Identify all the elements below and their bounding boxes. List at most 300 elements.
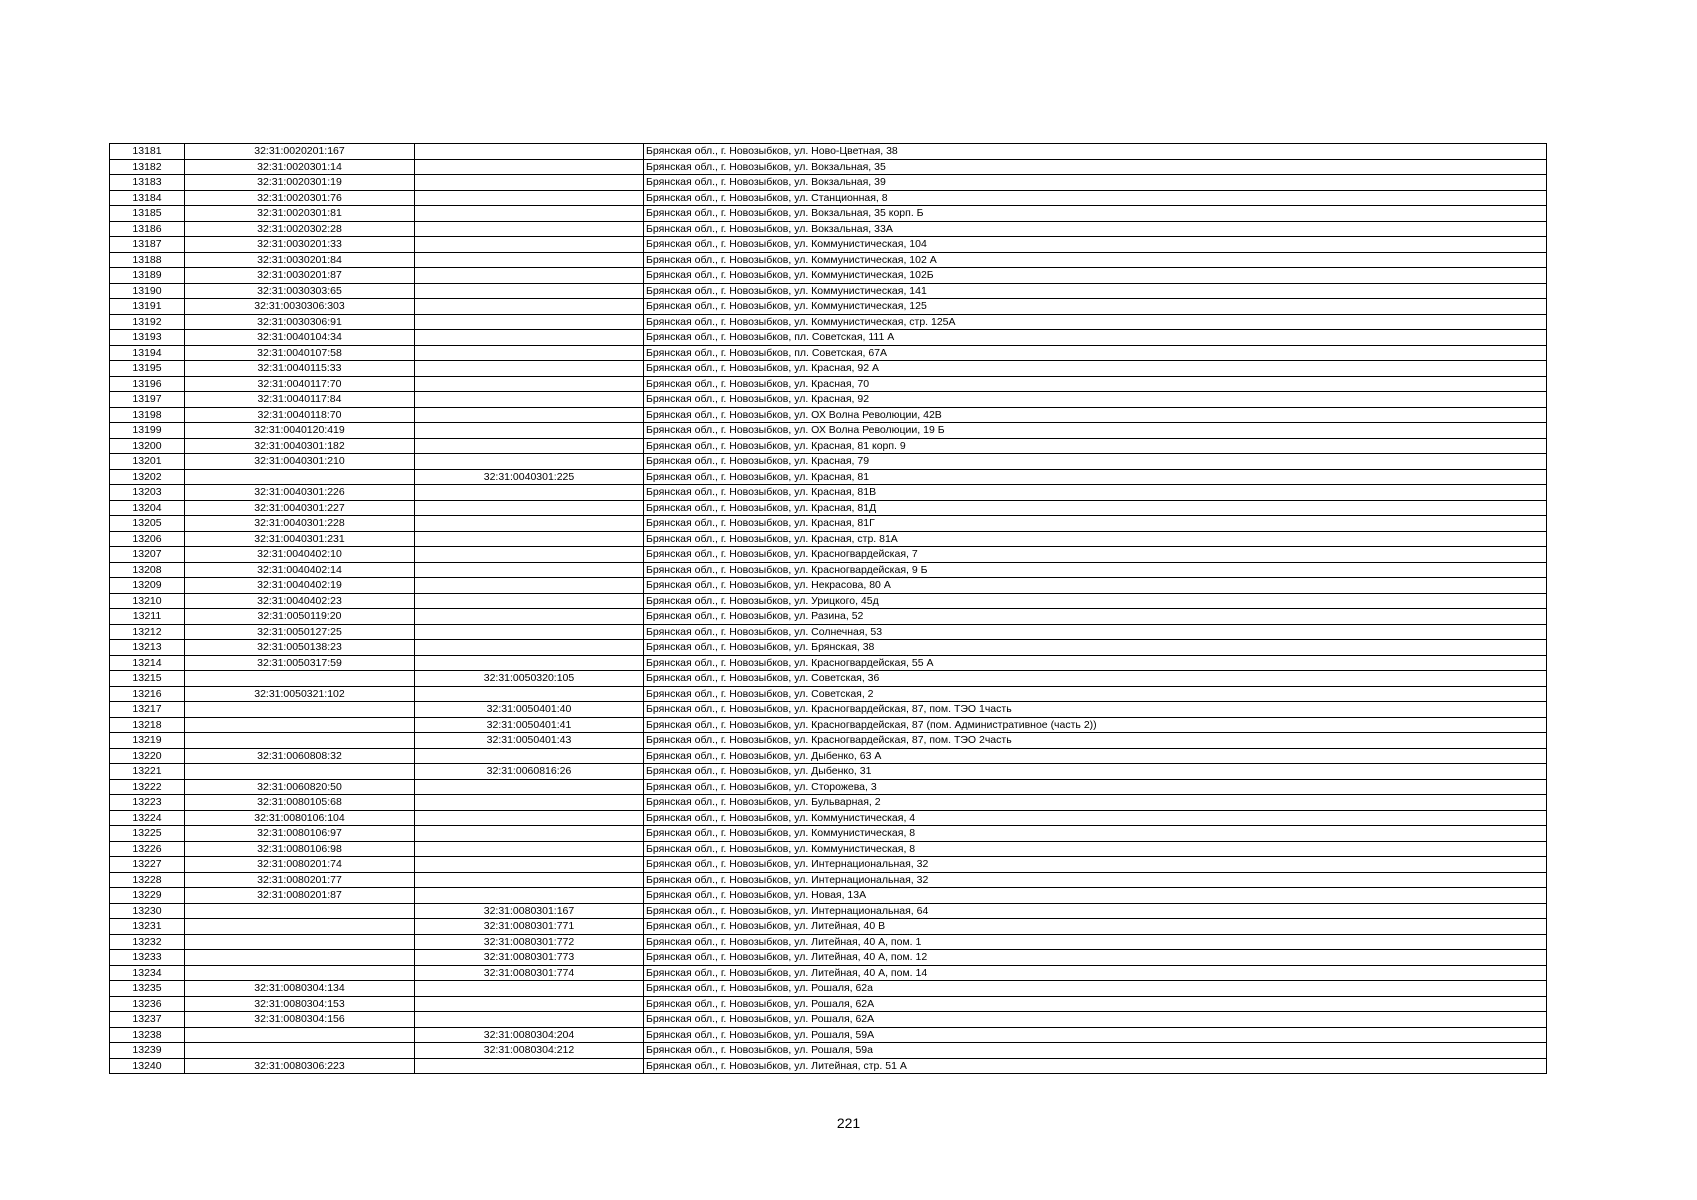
table-row [110,624,1547,640]
cadastral-number-alt-cell: 32:31:0080301:167 [415,903,644,919]
table-row [110,996,1547,1012]
address-cell: Брянская обл., г. Новозыбков, ул. Советская, 2 [644,686,1547,702]
address-cell: Брянская обл., г. Новозыбков, ул. Солнечная, 53 [644,624,1547,640]
row-number-cell: 13234 [110,965,185,981]
table-row [110,516,1547,532]
address-cell: Брянская обл., г. Новозыбков, ул. Станционная, 8 [644,190,1547,206]
cadastral-number-alt-cell: 32:31:0080301:772 [415,934,644,950]
cadastral-number-cell: 32:31:0080106:104 [185,810,415,826]
table-row [110,1012,1547,1028]
address-cell: Брянская обл., г. Новозыбков, ул. Рошаля, 62А [644,1012,1547,1028]
row-number-cell: 13183 [110,175,185,191]
row-number-cell: 13191 [110,299,185,315]
table-row [110,779,1547,795]
table-row [110,810,1547,826]
row-number-cell: 13236 [110,996,185,1012]
cadastral-number-cell: 32:31:0050317:59 [185,655,415,671]
cadastral-number-alt-cell [415,826,644,842]
cadastral-number-cell: 32:31:0040402:10 [185,547,415,563]
cadastral-number-cell: 32:31:0080304:134 [185,981,415,997]
cadastral-number-cell [185,965,415,981]
cadastral-number-alt-cell [415,361,644,377]
row-number-cell: 13204 [110,500,185,516]
address-cell: Брянская обл., г. Новозыбков, ул. Бульварная, 2 [644,795,1547,811]
cadastral-number-alt-cell [415,423,644,439]
table-row [110,640,1547,656]
table-row [110,965,1547,981]
row-number-cell: 13235 [110,981,185,997]
registry-table [109,143,1547,1074]
cadastral-number-alt-cell [415,407,644,423]
page-number: 221 [836,1115,861,1131]
table-row [110,454,1547,470]
address-cell: Брянская обл., г. Новозыбков, ул. Красногвардейская, 9 Б [644,562,1547,578]
cadastral-number-alt-cell [415,392,644,408]
address-cell: Брянская обл., г. Новозыбков, ул. Красногвардейская, 87, пом. ТЭО 1часть [644,702,1547,718]
table-row [110,392,1547,408]
address-cell: Брянская обл., г. Новозыбков, ул. Красная, 79 [644,454,1547,470]
cadastral-number-cell: 32:31:0030306:303 [185,299,415,315]
cadastral-number-cell: 32:31:0080304:156 [185,1012,415,1028]
address-cell: Брянская обл., г. Новозыбков, ул. Коммунистическая, 141 [644,283,1547,299]
cadastral-number-alt-cell [415,841,644,857]
address-cell: Брянская обл., г. Новозыбков, ул. Коммунистическая, 104 [644,237,1547,253]
cadastral-number-cell: 32:31:0020301:19 [185,175,415,191]
address-cell: Брянская обл., г. Новозыбков, ул. Красная, 81 [644,469,1547,485]
table-row [110,423,1547,439]
row-number-cell: 13188 [110,252,185,268]
row-number-cell: 13238 [110,1027,185,1043]
table-row [110,361,1547,377]
row-number-cell: 13220 [110,748,185,764]
row-number-cell: 13232 [110,934,185,950]
table-row [110,1058,1547,1074]
cadastral-number-cell: 32:31:0040104:34 [185,330,415,346]
row-number-cell: 13186 [110,221,185,237]
cadastral-number-cell: 32:31:0020302:28 [185,221,415,237]
cadastral-number-cell: 32:31:0030201:87 [185,268,415,284]
row-number-cell: 13195 [110,361,185,377]
table-row [110,531,1547,547]
cadastral-number-alt-cell [415,283,644,299]
cadastral-number-alt-cell [415,159,644,175]
address-cell: Брянская обл., г. Новозыбков, ул. Красная, 81Г [644,516,1547,532]
cadastral-number-alt-cell [415,872,644,888]
table-row [110,609,1547,625]
cadastral-number-cell: 32:31:0040118:70 [185,407,415,423]
cadastral-number-alt-cell [415,609,644,625]
address-cell: Брянская обл., г. Новозыбков, ул. Вокзальная, 39 [644,175,1547,191]
cadastral-number-alt-cell [415,748,644,764]
row-number-cell: 13190 [110,283,185,299]
cadastral-number-alt-cell [415,485,644,501]
table-row [110,888,1547,904]
cadastral-number-alt-cell [415,686,644,702]
address-cell: Брянская обл., г. Новозыбков, ул. Рошаля, 62а [644,981,1547,997]
table-row [110,438,1547,454]
cadastral-number-alt-cell: 32:31:0080301:774 [415,965,644,981]
row-number-cell: 13203 [110,485,185,501]
address-cell: Брянская обл., г. Новозыбков, ул. Коммунистическая, стр. 125А [644,314,1547,330]
table-row [110,144,1547,160]
cadastral-number-alt-cell [415,655,644,671]
table-row [110,903,1547,919]
row-number-cell: 13189 [110,268,185,284]
row-number-cell: 13228 [110,872,185,888]
cadastral-number-alt-cell [415,857,644,873]
cadastral-number-cell: 32:31:0060808:32 [185,748,415,764]
cadastral-number-alt-cell [415,237,644,253]
cadastral-number-alt-cell: 32:31:0040301:225 [415,469,644,485]
cadastral-number-cell: 32:31:0060820:50 [185,779,415,795]
cadastral-number-cell: 32:31:0040402:14 [185,562,415,578]
cadastral-number-alt-cell [415,206,644,222]
cadastral-number-cell: 32:31:0050119:20 [185,609,415,625]
cadastral-number-alt-cell [415,376,644,392]
address-cell: Брянская обл., г. Новозыбков, ул. Дыбенко, 63 А [644,748,1547,764]
row-number-cell: 13208 [110,562,185,578]
row-number-cell: 13222 [110,779,185,795]
address-cell: Брянская обл., г. Новозыбков, ул. Советская, 36 [644,671,1547,687]
address-cell: Брянская обл., г. Новозыбков, ул. Литейная, 40 А, пом. 14 [644,965,1547,981]
row-number-cell: 13192 [110,314,185,330]
row-number-cell: 13196 [110,376,185,392]
row-number-cell: 13216 [110,686,185,702]
table-row [110,283,1547,299]
address-cell: Брянская обл., г. Новозыбков, ул. Вокзальная, 35 корп. Б [644,206,1547,222]
cadastral-number-cell [185,903,415,919]
table-row [110,593,1547,609]
cadastral-number-cell: 32:31:0040117:70 [185,376,415,392]
cadastral-number-cell: 32:31:0040301:210 [185,454,415,470]
row-number-cell: 13237 [110,1012,185,1028]
cadastral-number-alt-cell [415,190,644,206]
cadastral-number-alt-cell [415,624,644,640]
address-cell: Брянская обл., г. Новозыбков, ул. Новая, 13А [644,888,1547,904]
row-number-cell: 13200 [110,438,185,454]
table-row [110,795,1547,811]
cadastral-number-cell: 32:31:0050321:102 [185,686,415,702]
address-cell: Брянская обл., г. Новозыбков, ул. Красная, 81В [644,485,1547,501]
cadastral-number-cell: 32:31:0040120:419 [185,423,415,439]
row-number-cell: 13221 [110,764,185,780]
row-number-cell: 13184 [110,190,185,206]
table-row [110,655,1547,671]
address-cell: Брянская обл., г. Новозыбков, ул. Коммунистическая, 102 А [644,252,1547,268]
table-row [110,857,1547,873]
address-cell: Брянская обл., г. Новозыбков, ул. Урицкого, 45д [644,593,1547,609]
cadastral-number-alt-cell [415,330,644,346]
cadastral-number-alt-cell: 32:31:0080301:771 [415,919,644,935]
cadastral-number-cell [185,733,415,749]
address-cell: Брянская обл., г. Новозыбков, ул. Красногвардейская, 87 (пом. Административное (часть 2)) [644,717,1547,733]
cadastral-number-cell: 32:31:0020301:14 [185,159,415,175]
cadastral-number-cell: 32:31:0040301:226 [185,485,415,501]
table-row [110,221,1547,237]
address-cell: Брянская обл., г. Новозыбков, ул. Красная, 81Д [644,500,1547,516]
row-number-cell: 13230 [110,903,185,919]
table-row [110,175,1547,191]
cadastral-number-cell [185,1043,415,1059]
address-cell: Брянская обл., г. Новозыбков, ул. Ново-Цветная, 38 [644,144,1547,160]
row-number-cell: 13199 [110,423,185,439]
address-cell: Брянская обл., г. Новозыбков, ул. Литейная, стр. 51 А [644,1058,1547,1074]
cadastral-number-cell [185,702,415,718]
row-number-cell: 13226 [110,841,185,857]
cadastral-number-alt-cell [415,221,644,237]
address-cell: Брянская обл., г. Новозыбков, ул. Красногвардейская, 87, пом. ТЭО 2часть [644,733,1547,749]
address-cell: Брянская обл., г. Новозыбков, ул. Литейная, 40 А, пом. 1 [644,934,1547,950]
cadastral-number-alt-cell [415,314,644,330]
address-cell: Брянская обл., г. Новозыбков, ул. Интернациональная, 64 [644,903,1547,919]
row-number-cell: 13229 [110,888,185,904]
table-row [110,764,1547,780]
cadastral-number-alt-cell [415,438,644,454]
row-number-cell: 13212 [110,624,185,640]
row-number-cell: 13213 [110,640,185,656]
cadastral-number-cell: 32:31:0080201:77 [185,872,415,888]
table-row [110,562,1547,578]
row-number-cell: 13206 [110,531,185,547]
cadastral-number-alt-cell: 32:31:0080301:773 [415,950,644,966]
cadastral-number-cell: 32:31:0080201:74 [185,857,415,873]
row-number-cell: 13193 [110,330,185,346]
row-number-cell: 13187 [110,237,185,253]
cadastral-number-alt-cell [415,779,644,795]
cadastral-number-cell: 32:31:0030306:91 [185,314,415,330]
table-row [110,826,1547,842]
cadastral-number-cell [185,671,415,687]
cadastral-number-cell [185,919,415,935]
cadastral-number-alt-cell: 32:31:0050401:41 [415,717,644,733]
address-cell: Брянская обл., г. Новозыбков, ул. Вокзальная, 35 [644,159,1547,175]
row-number-cell: 13197 [110,392,185,408]
cadastral-number-cell: 32:31:0080304:153 [185,996,415,1012]
table-row [110,376,1547,392]
table-row [110,268,1547,284]
row-number-cell: 13231 [110,919,185,935]
cadastral-number-cell: 32:31:0040402:19 [185,578,415,594]
registry-table-body [110,144,1547,1074]
cadastral-number-cell: 32:31:0040301:182 [185,438,415,454]
address-cell: Брянская обл., г. Новозыбков, пл. Советская, 67А [644,345,1547,361]
cadastral-number-cell: 32:31:0040301:231 [185,531,415,547]
cadastral-number-cell: 32:31:0030201:33 [185,237,415,253]
cadastral-number-alt-cell [415,810,644,826]
cadastral-number-cell [185,469,415,485]
table-row [110,686,1547,702]
cadastral-number-alt-cell: 32:31:0080304:204 [415,1027,644,1043]
table-row [110,469,1547,485]
cadastral-number-cell [185,950,415,966]
table-row [110,330,1547,346]
address-cell: Брянская обл., г. Новозыбков, ул. Красная, 70 [644,376,1547,392]
row-number-cell: 13209 [110,578,185,594]
row-number-cell: 13201 [110,454,185,470]
cadastral-number-cell: 32:31:0030201:84 [185,252,415,268]
cadastral-number-cell: 32:31:0050138:23 [185,640,415,656]
table-row [110,1043,1547,1059]
row-number-cell: 13202 [110,469,185,485]
cadastral-number-alt-cell [415,268,644,284]
cadastral-number-cell: 32:31:0030303:65 [185,283,415,299]
table-row [110,314,1547,330]
address-cell: Брянская обл., г. Новозыбков, ул. Красная, 81 корп. 9 [644,438,1547,454]
address-cell: Брянская обл., г. Новозыбков, ул. Коммунистическая, 8 [644,826,1547,842]
table-row [110,1027,1547,1043]
row-number-cell: 13181 [110,144,185,160]
address-cell: Брянская обл., г. Новозыбков, ул. Разина, 52 [644,609,1547,625]
cadastral-number-cell: 32:31:0040115:33 [185,361,415,377]
address-cell: Брянская обл., г. Новозыбков, ул. ОХ Волна Революции, 19 Б [644,423,1547,439]
cadastral-number-alt-cell [415,500,644,516]
row-number-cell: 13211 [110,609,185,625]
row-number-cell: 13223 [110,795,185,811]
address-cell: Брянская обл., г. Новозыбков, ул. Рошаля, 59а [644,1043,1547,1059]
address-cell: Брянская обл., г. Новозыбков, ул. Некрасова, 80 А [644,578,1547,594]
cadastral-number-alt-cell [415,454,644,470]
table-row [110,299,1547,315]
cadastral-number-alt-cell [415,345,644,361]
row-number-cell: 13240 [110,1058,185,1074]
row-number-cell: 13239 [110,1043,185,1059]
cadastral-number-cell: 32:31:0020301:76 [185,190,415,206]
cadastral-number-cell [185,1027,415,1043]
row-number-cell: 13198 [110,407,185,423]
row-number-cell: 13194 [110,345,185,361]
cadastral-number-alt-cell: 32:31:0050401:43 [415,733,644,749]
cadastral-number-cell: 32:31:0040301:228 [185,516,415,532]
table-row [110,671,1547,687]
cadastral-number-alt-cell: 32:31:0050320:105 [415,671,644,687]
address-cell: Брянская обл., г. Новозыбков, ул. Коммунистическая, 8 [644,841,1547,857]
row-number-cell: 13224 [110,810,185,826]
cadastral-number-alt-cell [415,547,644,563]
table-row [110,717,1547,733]
cadastral-number-cell: 32:31:0080306:223 [185,1058,415,1074]
address-cell: Брянская обл., г. Новозыбков, ул. ОХ Волна Революции, 42В [644,407,1547,423]
table-row [110,500,1547,516]
row-number-cell: 13185 [110,206,185,222]
table-row [110,872,1547,888]
row-number-cell: 13207 [110,547,185,563]
table-row [110,748,1547,764]
cadastral-number-cell [185,764,415,780]
cadastral-number-cell: 32:31:0020201:167 [185,144,415,160]
row-number-cell: 13205 [110,516,185,532]
cadastral-number-cell: 32:31:0080106:97 [185,826,415,842]
cadastral-number-alt-cell: 32:31:0080304:212 [415,1043,644,1059]
cadastral-number-cell: 32:31:0080105:68 [185,795,415,811]
row-number-cell: 13215 [110,671,185,687]
table-row [110,485,1547,501]
address-cell: Брянская обл., г. Новозыбков, ул. Красная, 92 [644,392,1547,408]
address-cell: Брянская обл., г. Новозыбков, ул. Коммунистическая, 102Б [644,268,1547,284]
address-cell: Брянская обл., г. Новозыбков, ул. Рошаля, 62А [644,996,1547,1012]
row-number-cell: 13219 [110,733,185,749]
table-row [110,841,1547,857]
row-number-cell: 13233 [110,950,185,966]
cadastral-number-alt-cell [415,299,644,315]
address-cell: Брянская обл., г. Новозыбков, ул. Красногвардейская, 55 А [644,655,1547,671]
table-row [110,237,1547,253]
row-number-cell: 13227 [110,857,185,873]
cadastral-number-alt-cell [415,593,644,609]
row-number-cell: 13214 [110,655,185,671]
cadastral-number-alt-cell [415,640,644,656]
cadastral-number-alt-cell [415,516,644,532]
row-number-cell: 13182 [110,159,185,175]
table-row [110,981,1547,997]
row-number-cell: 13218 [110,717,185,733]
address-cell: Брянская обл., г. Новозыбков, ул. Коммунистическая, 125 [644,299,1547,315]
address-cell: Брянская обл., г. Новозыбков, ул. Интернациональная, 32 [644,857,1547,873]
cadastral-number-alt-cell [415,996,644,1012]
table-row [110,934,1547,950]
table-row [110,252,1547,268]
cadastral-number-alt-cell [415,252,644,268]
table-row [110,407,1547,423]
cadastral-number-alt-cell [415,144,644,160]
cadastral-number-alt-cell [415,795,644,811]
cadastral-number-cell: 32:31:0020301:81 [185,206,415,222]
row-number-cell: 13217 [110,702,185,718]
cadastral-number-cell: 32:31:0040301:227 [185,500,415,516]
cadastral-number-cell: 32:31:0080201:87 [185,888,415,904]
table-row [110,159,1547,175]
row-number-cell: 13210 [110,593,185,609]
table-row [110,345,1547,361]
cadastral-number-cell: 32:31:0040107:58 [185,345,415,361]
address-cell: Брянская обл., г. Новозыбков, ул. Красная, стр. 81А [644,531,1547,547]
address-cell: Брянская обл., г. Новозыбков, ул. Красногвардейская, 7 [644,547,1547,563]
address-cell: Брянская обл., г. Новозыбков, ул. Литейная, 40 А, пом. 12 [644,950,1547,966]
cadastral-number-cell: 32:31:0040402:23 [185,593,415,609]
cadastral-number-cell: 32:31:0080106:98 [185,841,415,857]
table-row [110,733,1547,749]
address-cell: Брянская обл., г. Новозыбков, ул. Литейная, 40 В [644,919,1547,935]
address-cell: Брянская обл., г. Новозыбков, ул. Красная, 92 А [644,361,1547,377]
cadastral-number-cell [185,934,415,950]
address-cell: Брянская обл., г. Новозыбков, ул. Сторожева, 3 [644,779,1547,795]
row-number-cell: 13225 [110,826,185,842]
address-cell: Брянская обл., г. Новозыбков, ул. Коммунистическая, 4 [644,810,1547,826]
cadastral-number-alt-cell [415,981,644,997]
cadastral-number-alt-cell [415,531,644,547]
table-row [110,190,1547,206]
cadastral-number-alt-cell [415,578,644,594]
table-row [110,547,1547,563]
cadastral-number-alt-cell: 32:31:0050401:40 [415,702,644,718]
table-row [110,702,1547,718]
cadastral-number-alt-cell [415,562,644,578]
table-row [110,950,1547,966]
table-row [110,919,1547,935]
cadastral-number-cell: 32:31:0040117:84 [185,392,415,408]
address-cell: Брянская обл., г. Новозыбков, ул. Дыбенко, 31 [644,764,1547,780]
address-cell: Брянская обл., г. Новозыбков, ул. Вокзальная, 33А [644,221,1547,237]
address-cell: Брянская обл., г. Новозыбков, ул. Интернациональная, 32 [644,872,1547,888]
table-row [110,206,1547,222]
cadastral-number-alt-cell [415,1058,644,1074]
cadastral-number-alt-cell [415,175,644,191]
cadastral-number-alt-cell: 32:31:0060816:26 [415,764,644,780]
address-cell: Брянская обл., г. Новозыбков, ул. Рошаля, 59А [644,1027,1547,1043]
cadastral-number-alt-cell [415,888,644,904]
cadastral-number-cell: 32:31:0050127:25 [185,624,415,640]
cadastral-number-alt-cell [415,1012,644,1028]
cadastral-number-cell [185,717,415,733]
